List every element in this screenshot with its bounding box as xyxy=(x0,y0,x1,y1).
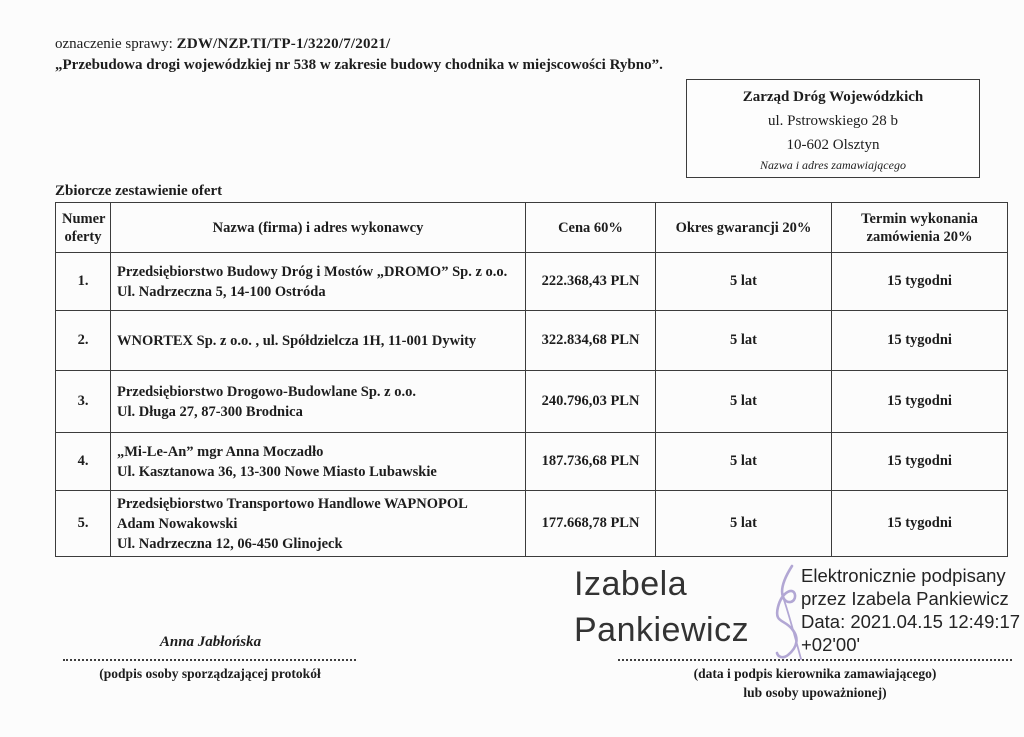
table-row xyxy=(56,253,1008,311)
case-reference-line xyxy=(55,36,390,53)
contractor-cell xyxy=(111,491,526,557)
table-title: Zbiorcze zestawienie ofert xyxy=(55,183,223,199)
case-reference-label: oznaczenie sprawy: xyxy=(55,36,173,52)
warranty-cell: 5 lat xyxy=(656,433,832,491)
column-header-term: Termin wykonania zamówienia 20% xyxy=(832,203,1008,253)
digital-signature-detail-line: przez Izabela Pankiewicz xyxy=(801,588,1009,609)
price-cell: 187.736,68 PLN xyxy=(526,433,656,491)
orderer-address-box xyxy=(686,79,980,178)
orderer-city: 10-602 Olsztyn xyxy=(786,136,880,153)
column-header-price: Cena 60% xyxy=(526,203,656,253)
preparer-name: Anna Jabłońska xyxy=(159,634,262,650)
offer-number: 4. xyxy=(56,433,111,491)
price-cell: 322.834,68 PLN xyxy=(526,311,656,371)
digital-signature-name xyxy=(574,561,749,653)
column-header-number: Numer oferty xyxy=(56,203,111,253)
digital-signature-name-line: Izabela xyxy=(574,565,688,603)
offers-table-header-row xyxy=(56,203,1008,253)
table-row xyxy=(56,433,1008,491)
offer-number: 3. xyxy=(56,371,111,433)
right-signature-caption-line1: (data i podpis kierownika zamawiającego) xyxy=(693,666,937,681)
price-cell: 177.668,78 PLN xyxy=(526,491,656,557)
column-header-warranty: Okres gwarancji 20% xyxy=(656,203,832,253)
offer-number: 5. xyxy=(56,491,111,557)
orderer-caption: Nazwa i adres zamawiającego xyxy=(760,157,906,172)
offer-number: 2. xyxy=(56,311,111,371)
contractor-line: Przedsiębiorstwo Transportowo Handlowe WAPNOPOL xyxy=(117,495,468,512)
term-cell: 15 tygodni xyxy=(832,433,1008,491)
warranty-cell: 5 lat xyxy=(656,371,832,433)
digital-signature-detail-line: +02'00' xyxy=(801,634,861,655)
contractor-line: WNORTEX Sp. z o.o. , ul. Spółdzielcza 1H, 11-001 Dywity xyxy=(117,332,477,349)
offer-number: 1. xyxy=(56,253,111,311)
warranty-cell: 5 lat xyxy=(656,311,832,371)
table-row xyxy=(56,371,1008,433)
orderer-street: ul. Pstrowskiego 28 b xyxy=(767,112,898,129)
term-cell: 15 tygodni xyxy=(832,311,1008,371)
term-cell: 15 tygodni xyxy=(832,371,1008,433)
contractor-line: Ul. Kasztanowa 36, 13-300 Nowe Miasto Lubawskie xyxy=(117,463,437,480)
digital-signature-name-line: Pankiewicz xyxy=(574,611,750,649)
price-cell: 222.368,43 PLN xyxy=(526,253,656,311)
contractor-line: Ul. Długa 27, 87-300 Brodnica xyxy=(117,403,303,420)
contractor-cell xyxy=(111,311,526,371)
table-row xyxy=(56,491,1008,557)
price-cell: 240.796,03 PLN xyxy=(526,371,656,433)
left-signature-caption: (podpis osoby sporządzającej protokół xyxy=(99,666,321,681)
contractor-cell xyxy=(111,433,526,491)
contractor-line: Ul. Nadrzeczna 5, 14-100 Ostróda xyxy=(117,283,326,300)
right-signature-dotted-line xyxy=(618,659,1012,661)
contractor-line: Ul. Nadrzeczna 12, 06-450 Glinojeck xyxy=(117,535,343,552)
term-cell: 15 tygodni xyxy=(832,491,1008,557)
case-reference-number: ZDW/NZP.TI/TP-1/3220/7/2021/ xyxy=(176,36,391,52)
contractor-cell xyxy=(111,253,526,311)
table-row xyxy=(56,311,1008,371)
contractor-line: „Mi-Le-An” mgr Anna Moczadło xyxy=(117,443,324,460)
contractor-line: Adam Nowakowski xyxy=(117,515,238,532)
contractor-cell xyxy=(111,371,526,433)
digital-signature-detail-line: Elektronicznie podpisany xyxy=(801,565,1006,586)
column-header-contractor: Nazwa (firma) i adres wykonawcy xyxy=(111,203,526,253)
term-cell: 15 tygodni xyxy=(832,253,1008,311)
left-signature-dotted-line xyxy=(63,659,356,661)
contractor-line: Przedsiębiorstwo Budowy Dróg i Mostów „DROMO” Sp. z o.o. xyxy=(117,263,508,280)
project-title: „Przebudowa drogi wojewódzkiej nr 538 w zakresie budowy chodnika w miejscowości Rybno”. xyxy=(55,57,663,73)
digital-signature-detail-line: Data: 2021.04.15 12:49:17 xyxy=(801,611,1021,632)
contractor-line: Przedsiębiorstwo Drogowo-Budowlane Sp. z o.o. xyxy=(117,383,416,400)
warranty-cell: 5 lat xyxy=(656,491,832,557)
orderer-name: Zarząd Dróg Wojewódzkich xyxy=(742,88,924,105)
right-signature-caption-line2: lub osoby upoważnionej) xyxy=(743,685,887,700)
digital-signature-details xyxy=(801,564,1021,656)
warranty-cell: 5 lat xyxy=(656,253,832,311)
offers-table xyxy=(55,202,1008,557)
